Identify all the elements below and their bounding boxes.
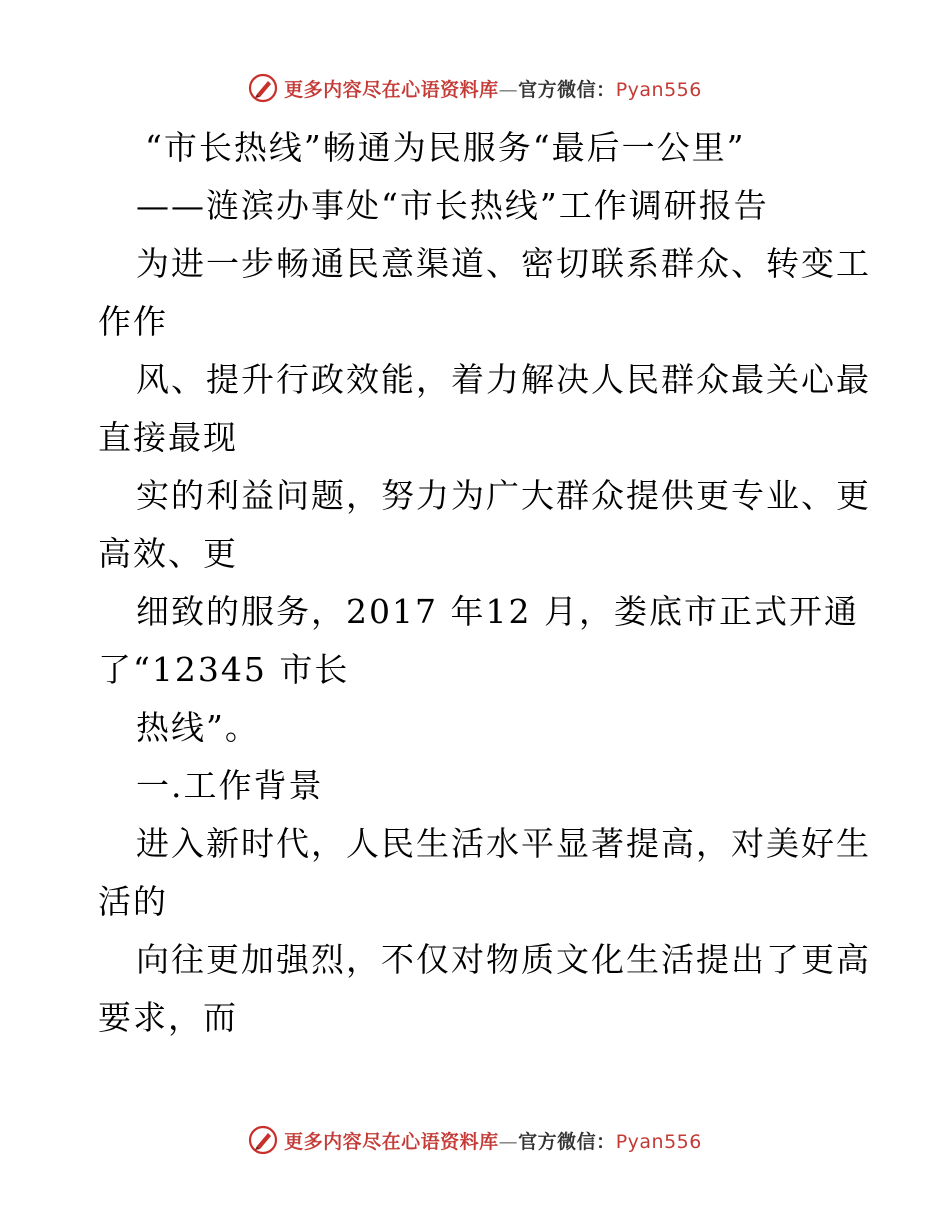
watermark-text [284, 75, 702, 102]
text-line: 高效、更 [98, 534, 238, 573]
text-line: 要求，而 [98, 998, 238, 1037]
watermark-header [0, 73, 950, 103]
text-line: 热线”。 [136, 708, 260, 747]
text-line: 了“12345 市长 [98, 650, 350, 689]
text-line: 为进一步畅通民意渠道、密切联系群众、转变工 [136, 244, 871, 283]
pen-logo-icon [248, 73, 278, 103]
section-heading: 一.工作背景 [136, 766, 324, 805]
text-line: 进入新时代，人民生活水平显著提高，对美好生 [136, 824, 871, 863]
watermark-footer [0, 1125, 950, 1155]
pen-logo-icon [248, 1125, 278, 1155]
watermark-text [284, 1127, 702, 1154]
watermark-brand: 更多内容尽在心语资料库 [284, 78, 499, 101]
text-line: 向往更加强烈，不仅对物质文化生活提出了更高 [136, 940, 871, 979]
text-line: 作作 [98, 302, 168, 341]
watermark-brand: 更多内容尽在心语资料库 [284, 1130, 499, 1153]
document-title: “市长热线”畅通为民服务“最后一公里” [145, 128, 746, 167]
text-line: 活的 [98, 882, 168, 921]
text-line: 细致的服务，2017 年12 月，娄底市正式开通 [136, 592, 859, 631]
watermark-label: 官方微信： [518, 1130, 616, 1153]
watermark-wechat-id: Pyan556 [615, 78, 702, 101]
document-subtitle: ——涟滨办事处“市长热线”工作调研报告 [136, 186, 769, 225]
text-line: 实的利益问题，努力为广大群众提供更专业、更 [136, 476, 871, 515]
watermark-separator: — [498, 78, 519, 101]
text-line: 风、提升行政效能，着力解决人民群众最关心最 [136, 360, 871, 399]
watermark-separator: — [498, 1130, 519, 1153]
text-line: 直接最现 [98, 418, 238, 457]
watermark-wechat-id: Pyan556 [615, 1130, 702, 1153]
watermark-label: 官方微信： [518, 78, 616, 101]
